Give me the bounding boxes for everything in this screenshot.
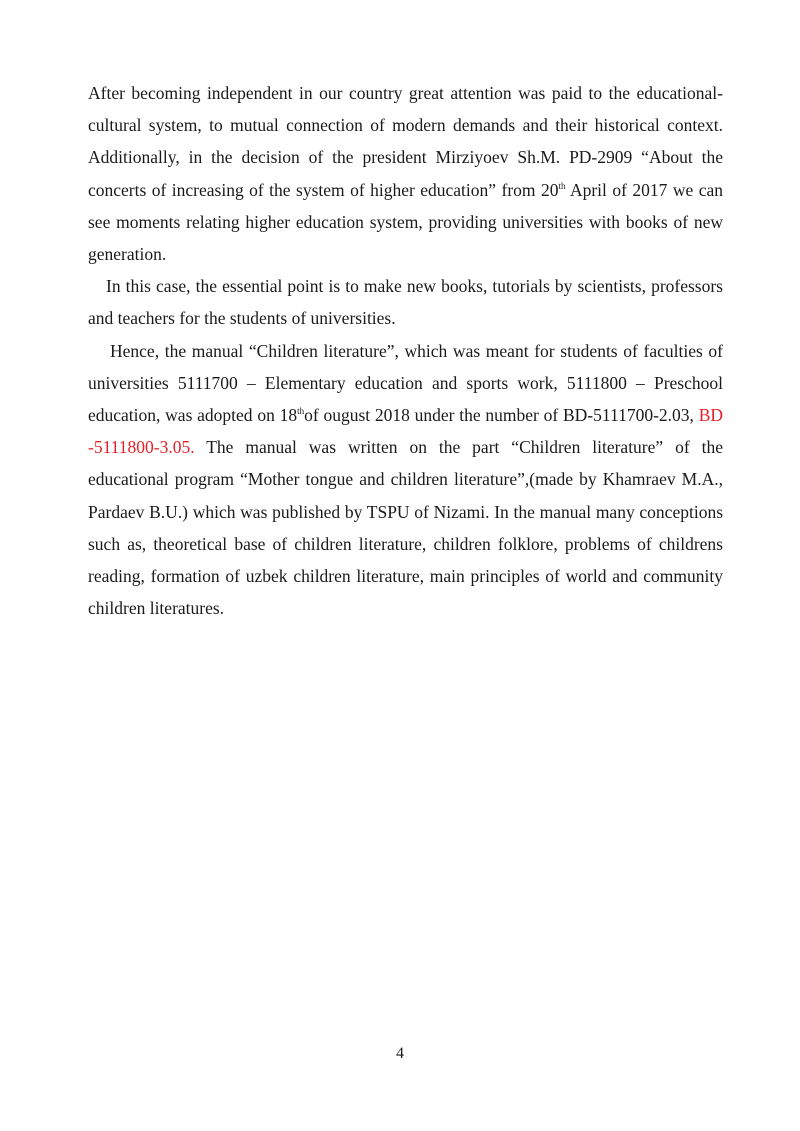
ordinal-superscript: th — [297, 406, 305, 417]
paragraph-text: of ougust 2018 under the number of BD-5111700-2.03, — [304, 405, 699, 426]
paragraph-text: Hence, the manual “Children literature”, which was meant for students of faculties of universities 5111700 – Elementary education and sports work, 5111800 – Preschool education, was adopted on 18 — [88, 340, 723, 426]
paragraph-text: The manual was written on the part “Children literature” of the educational program “Mother tongue and children literature”,(made by Khamraev M.A., Pardaev B.U.) which was published by TSPU of Nizami. In the manual many conceptions such as, theoretical base of children literature, children folklore, problems of childrens reading, formation of uzbek children literature, main principles of world and community children literatures. — [88, 437, 723, 619]
paragraph-introduction — [88, 77, 723, 270]
highlighted-code: BD -5111800-3.05. — [88, 405, 723, 458]
paragraph-essential-point: In this case, the essential point is to make new books, tutorials by scientists, professors and teachers for the students of universities. — [88, 276, 723, 329]
paragraph-text: April of 2017 we can see moments relating higher education system, providing universities with books of new generation. — [88, 179, 723, 265]
document-page — [88, 77, 723, 624]
paragraph-text: After becoming independent in our country great attention was paid to the educational-cultural system, to mutual connection of modern demands and their historical context. Additionally, in the decision of the president Mirziyoev Sh.M. PD-2909 “About the concerts of increasing of the system of higher education” from 20 — [88, 83, 723, 200]
paragraph-manual-description — [88, 335, 723, 625]
ordinal-superscript: th — [558, 180, 566, 191]
page-number: 4 — [396, 1045, 404, 1062]
